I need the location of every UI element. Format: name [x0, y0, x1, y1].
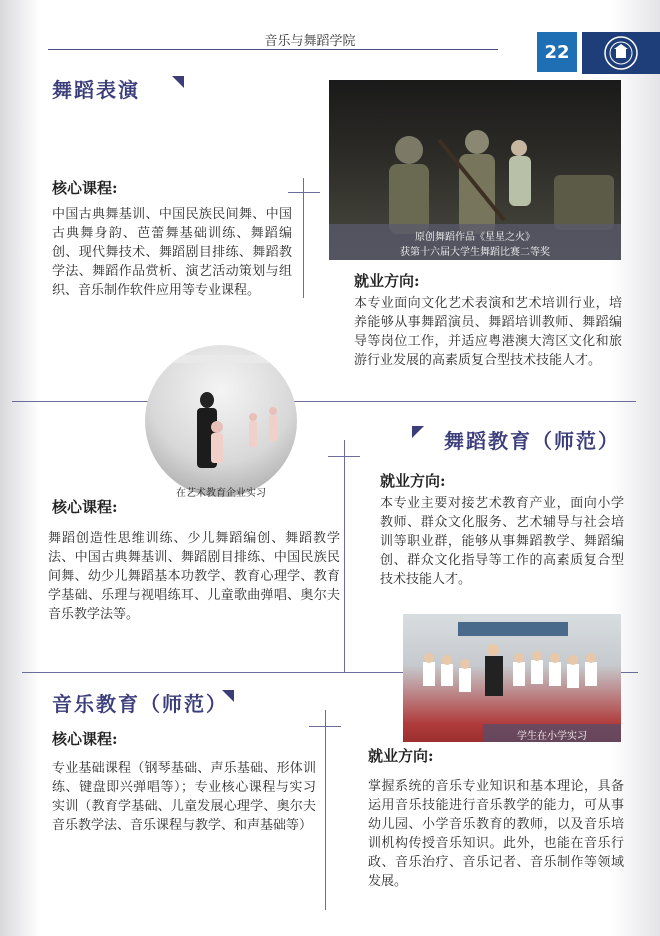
divider-cross [288, 192, 320, 193]
job-direction-label: 就业方向: [354, 272, 420, 290]
job-direction-text: 本专业面向文化艺术表演和艺术培训行业，培养能够从事舞蹈演员、舞蹈培训教师、舞蹈编导等岗位工作，并适应粤港澳大湾区文化和旅游行业发展的高素质复合型技术技能人才。 [354, 296, 622, 368]
core-courses-text: 专业基础课程（钢琴基础、声乐基础、形体训练、键盘即兴弹唱等）；专业核心课程与实习实训（教育学基础、儿童发展心理学、奥尔夫音乐教学法、音乐课程与教学、和声基础等） [52, 761, 316, 833]
job-direction-text: 本专业主要对接艺术教育产业，面向小学教师、群众文化服务、艺术辅导与社会培训等职业群，能够从事舞蹈教学、舞蹈编创、群众文化指导等工作的高素质复合型技术技能人才。 [380, 496, 624, 587]
music-education-photo [403, 614, 621, 742]
section-title-music-education: 音乐教育（师范） [52, 692, 228, 716]
core-courses-text: 舞蹈创造性思维训练、少儿舞蹈编创、舞蹈教学法、中国古典舞基训、舞蹈剧目排练、中国民族民间舞、幼少儿舞蹈基本功教学、教育心理学、教育学基础、乐理与视唱练耳、儿童歌曲弹唱、奥尔夫音乐教学法等。 [48, 531, 340, 622]
divider-horizontal [12, 401, 636, 402]
core-courses-label: 核心课程: [52, 498, 118, 516]
core-courses-label: 核心课程: [52, 730, 118, 748]
students-group-image [403, 614, 621, 724]
emblem-icon [603, 35, 639, 71]
divider-cross [328, 456, 360, 457]
title-triangle-icon [412, 426, 424, 438]
job-direction-label: 就业方向: [380, 472, 446, 490]
divider-cross [309, 726, 341, 727]
page-number: 22 [537, 32, 577, 72]
divider-vertical [303, 178, 304, 298]
page-header-title: 音乐与舞蹈学院 [264, 34, 356, 49]
dance-performance-photo [329, 80, 621, 260]
divider-vertical [325, 710, 326, 910]
title-triangle-icon [172, 76, 184, 88]
university-logo [582, 32, 660, 74]
title-triangle-icon [222, 690, 234, 702]
header-divider [48, 49, 498, 50]
photo-caption-school: 学生在小学实习 [517, 731, 587, 742]
photo-caption-line2: 获第十六届大学生舞蹈比赛二等奖 [400, 247, 550, 258]
core-courses-text: 中国古典舞基训、中国民族民间舞、中国古典舞身韵、芭蕾舞基础训练、舞蹈编创、现代舞技术、舞蹈剧目排练、舞蹈教学法、舞蹈作品赏析、演艺活动策划与组织、音乐制作软件应用等专业课程。 [52, 207, 292, 298]
job-direction-text: 掌握系统的音乐专业知识和基本理论，具备运用音乐技能进行音乐教学的能力，可从事幼儿园、小学音乐教育的教师，以及音乐培训机构传授音乐知识。此外，也能在音乐行政、音乐治疗、音乐记者、音乐制作等领域发展。 [368, 779, 624, 889]
photo-caption-internship: 在艺术教育企业实习 [176, 488, 266, 499]
job-direction-label: 就业方向: [368, 747, 434, 765]
dance-class-image [145, 345, 297, 497]
dance-education-photo [145, 345, 297, 497]
section-title-dance-education: 舞蹈教育（师范） [444, 429, 620, 453]
section-title-dance-performance: 舞蹈表演 [52, 78, 140, 102]
core-courses-label: 核心课程: [52, 179, 118, 197]
divider-vertical [344, 440, 345, 672]
photo-caption-line1: 原创舞蹈作品《星星之火》 [415, 232, 535, 243]
